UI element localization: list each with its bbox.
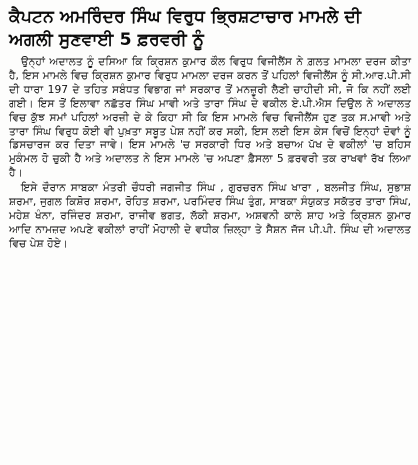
article-paragraph-2: ਇਸੇ ਦੌਰਾਨ ਸਾਬਕਾ ਮੰਤਰੀ ਚੌਧਰੀ ਜਗਜੀਤ ਸਿੰਘ , ਗੁਰਚਰਨ ਸਿੰਘ ਖਾਰਾ , ਬਲਜੀਤ ਸਿੰਘ, ਸੁਭਾਸ਼ ਸ਼ਰਮਾ, ਜੁਗਲ ਕਿਸ਼ੋਰ ਸ਼ਰਮਾ, ਰੋਹਿਤ ਸ਼ਰਮਾ, ਪਰਮਿੰਦਰ ਸਿੰਘ ਤੁੰਗ, ਸਾਬਕਾ ਸੰਯੁਕਤ ਸਕੱਤਰ ਤਾਰਾ ਸਿੰਘ, ਮਹੇਸ਼ ਖੰਨਾ, ਰਜਿੰਦਰ ਸ਼ਰਮਾ, ਰਾਜੀਵ ਭਗਤ, ਲੱਕੀ ਸ਼ਰਮਾ, ਅਸ਼ਵਨੀ ਕਾਲੇ ਸ਼ਾਹ ਅਤੇ ਕ੍ਰਿਸ਼ਨ ਕੁਮਾਰ ਆਦਿ ਨਾਮਜ਼ਦ ਅਪਣੇ ਵਕੀਲਾਂ ਰਾਹੀਂ ਮੋਹਾਲੀ ਦੇ ਵਧੀਕ ਜ਼ਿਲ੍ਹਾ ਤੇ ਸੈਸ਼ਨ ਜੱਜ ਪੀ.ਪੀ. ਸਿੰਘ ਦੀ ਅਦਾਲਤ ਵਿਚ ਪੇਸ਼ ਹੋਏ। — [9, 181, 411, 250]
article-paragraph-1: ਉਨ੍ਹਾਂ ਅਦਾਲਤ ਨੂੰ ਦਸਿਆ ਕਿ ਕ੍ਰਿਸ਼ਨ ਕੁਮਾਰ ਕੌਲ ਵਿਰੁਧ ਵਿਜੀਲੈਂਸ ਨੇ ਗ਼ਲਤ ਮਾਮਲਾ ਦਰਜ ਕੀਤਾ ਹੈ, ਇਸ ਮਾਮਲੇ ਵਿਚ ਕ੍ਰਿਸ਼ਨ ਕੁਮਾਰ ਵਿਰੁਧ ਮਾਮਲਾ ਦਰਜ ਕਰਨ ਤੋਂ ਪਹਿਲਾਂ ਵਿਜੀਲੈਂਸ ਨੂੰ ਸੀ.ਆਰ.ਪੀ.ਸੀ ਦੀ ਧਾਰਾ 197 ਦੇ ਤਹਿਤ ਸਬੰਧਤ ਵਿਭਾਗ ਜਾਂ ਸਰਕਾਰ ਤੋਂ ਮਨਜ਼ੂਰੀ ਲੈਣੀ ਚਾਹੀਦੀ ਸੀ, ਜੋ ਕਿ ਨਹੀਂ ਲਈ ਗਈ। ਇਸ ਤੋਂ ਇਲਾਵਾ ਨਛੱਤਰ ਸਿੰਘ ਮਾਵੀ ਅਤੇ ਤਾਰਾ ਸਿੰਘ ਦੇ ਵਕੀਲ ਏ.ਪੀ.ਐਸ ਦਿਉਲ ਨੇ ਅਦਾਲਤ ਵਿਚ ਕੁੱਝ ਸਮਾਂ ਪਹਿਲਾਂ ਅਰਜ਼ੀ ਦੇ ਕੇ ਕਿਹਾ ਸੀ ਕਿ ਇਸ ਮਾਮਲੇ ਵਿਚ ਵਿਜੀਲੈਂਸ ਹੁਣ ਤਕ ਸ.ਮਾਵੀ ਅਤੇ ਤਾਰਾ ਸਿੰਘ ਵਿਰੁਧ ਕੋਈ ਵੀ ਪੁਖ਼ਤਾ ਸਬੂਤ ਪੇਸ਼ ਨਹੀਂ ਕਰ ਸਕੀ, ਇਸ ਲਈ ਇਸ ਕੇਸ ਵਿਚੋਂ ਇਨ੍ਹਾਂ ਦੋਵਾਂ ਨੂੰ ਡਿਸਚਾਰਜ ਕਰ ਦਿਤਾ ਜਾਵੇ। ਇਸ ਮਾਮਲੇ 'ਚ ਸਰਕਾਰੀ ਧਿਰ ਅਤੇ ਬਚਾਅ ਪੱਖ ਦੇ ਵਕੀਲਾਂ 'ਚ ਬਹਿਸ ਮੁਕੰਮਲ ਹੋ ਚੁਕੀ ਹੈ ਅਤੇ ਅਦਾਲਤ ਨੇ ਇਸ ਮਾਮਲੇ 'ਚ ਅਪਣਾ ਫ਼ੈਸਲਾ 5 ਫ਼ਰਵਰੀ ਤਕ ਰਾਖਵਾਂ ਰੱਖ ਲਿਆ ਹੈ। — [9, 55, 411, 180]
article-headline: ਕੈਪਟਨ ਅਮਰਿੰਦਰ ਸਿੰਘ ਵਿਰੁਧ ਭ੍ਰਿਸ਼ਟਾਚਾਰ ਮਾਮਲੇ ਦੀ ਅਗਲੀ ਸੁਣਵਾਈ 5 ਫ਼ਰਵਰੀ ਨੂੰ — [9, 7, 362, 50]
article-body — [9, 55, 411, 251]
